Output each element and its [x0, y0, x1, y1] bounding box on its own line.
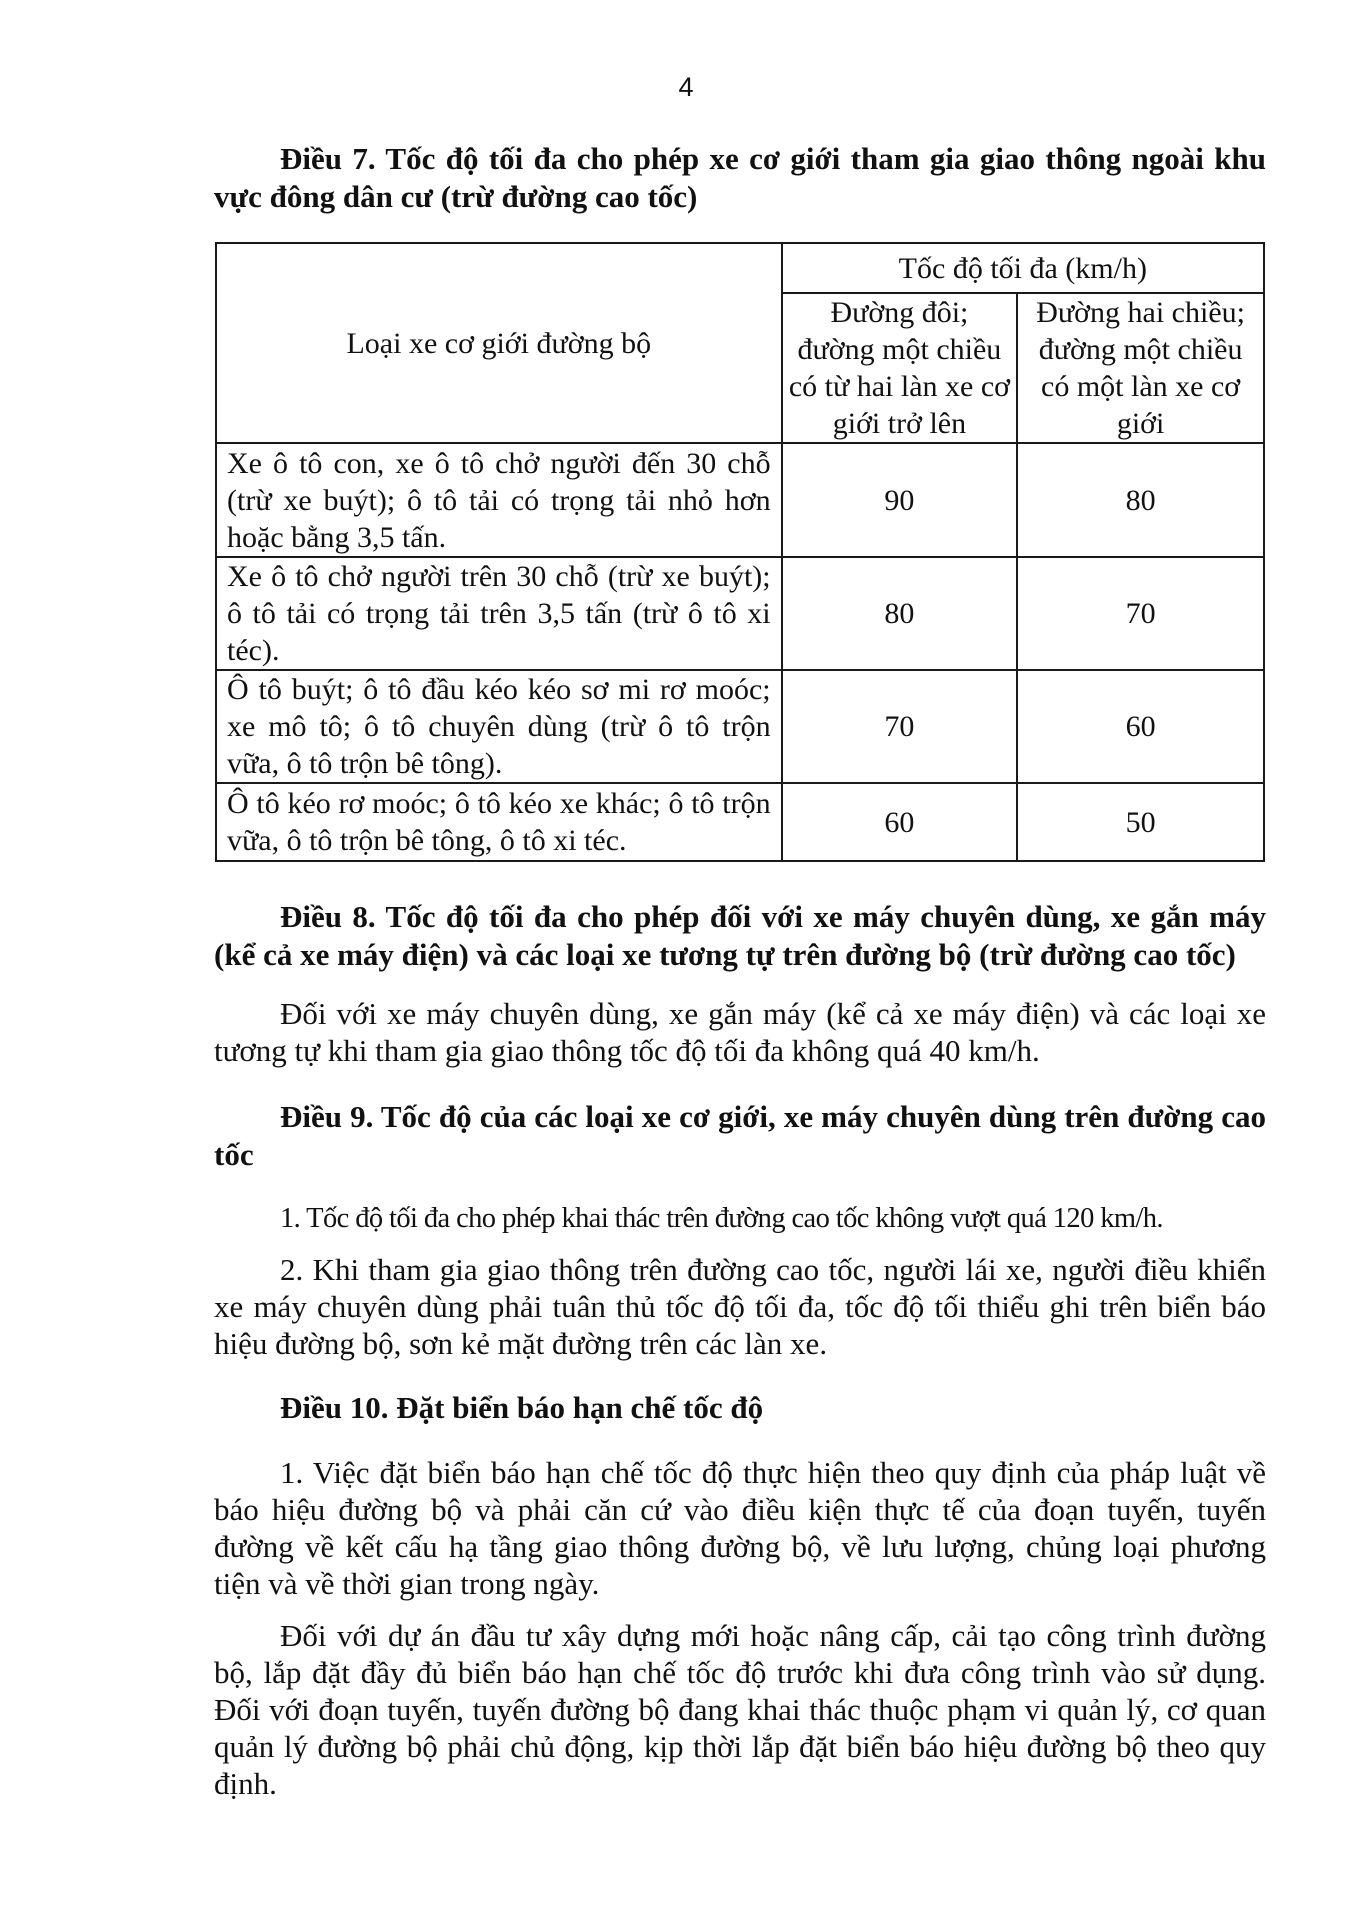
speed-two-way-cell: 70 — [1017, 557, 1264, 670]
article-10-clause-1: 1. Việc đặt biển báo hạn chế tốc độ thực hiện theo quy định của pháp luật về báo hiệu đường bộ và phải căn cứ vào điều kiện thực tế của đoạn tuyến, tuyến đường về kết cấu hạ tầng giao thông đường bộ, về lưu lượng, chủng loại phương tiện và về thời gian trong ngày. — [214, 1455, 1266, 1601]
table-header-row — [216, 243, 1264, 293]
article-7-heading: Điều 7. Tốc độ tối đa cho phép xe cơ giới tham gia giao thông ngoài khu vực đông dân cư (trừ đường cao tốc) — [214, 141, 1266, 214]
speed-divided-cell: 80 — [782, 557, 1018, 670]
table-row — [216, 783, 1264, 861]
table-row — [216, 670, 1264, 783]
vehicle-cell: Xe ô tô chở người trên 30 chỗ (trừ xe buýt); ô tô tải có trọng tải trên 3,5 tấn (trừ ô tô xi téc). — [216, 557, 782, 670]
article-10-clause-1-paragraph-2: Đối với dự án đầu tư xây dựng mới hoặc nâng cấp, cải tạo công trình đường bộ, lắp đặt đầy đủ biển báo hạn chế tốc độ trước khi đưa công trình vào sử dụng. Đối với đoạn tuyến, tuyến đường bộ đang khai thác thuộc phạm vi quản lý, cơ quan quản lý đường bộ phải chủ động, kịp thời lắp đặt biển báo hiệu đường bộ theo quy định. — [214, 1618, 1266, 1801]
table-row — [216, 557, 1264, 670]
article-8-heading: Điều 8. Tốc độ tối đa cho phép đối với xe máy chuyên dùng, xe gắn máy (kể cả xe máy điện) và các loại xe tương tự trên đường bộ (trừ đường cao tốc) — [214, 899, 1266, 972]
article-9-clause-2: 2. Khi tham gia giao thông trên đường cao tốc, người lái xe, người điều khiển xe máy chuyên dùng phải tuân thủ tốc độ tối đa, tốc độ tối thiểu ghi trên biển báo hiệu đường bộ, sơn kẻ mặt đường trên các làn xe. — [214, 1252, 1266, 1361]
speed-divided-cell: 90 — [782, 443, 1018, 557]
speed-two-way-cell: 80 — [1017, 443, 1264, 557]
speed-divided-cell: 60 — [782, 783, 1018, 861]
max-speed-header: Tốc độ tối đa (km/h) — [782, 243, 1264, 293]
table-row — [216, 443, 1264, 557]
speed-divided-cell: 70 — [782, 670, 1018, 783]
vehicle-cell: Ô tô buýt; ô tô đầu kéo kéo sơ mi rơ moóc; xe mô tô; ô tô chuyên dùng (trừ ô tô trộn vữa, ô tô trộn bê tông). — [216, 670, 782, 783]
vehicle-cell: Xe ô tô con, xe ô tô chở người đến 30 chỗ (trừ xe buýt); ô tô tải có trọng tải nhỏ hơn hoặc bằng 3,5 tấn. — [216, 443, 782, 557]
two-way-road-header: Đường hai chiều; đường một chiều có một làn xe cơ giới — [1017, 293, 1264, 443]
vehicle-cell: Ô tô kéo rơ moóc; ô tô kéo xe khác; ô tô trộn vữa, ô tô trộn bê tông, ô tô xi téc. — [216, 783, 782, 861]
speed-two-way-cell: 50 — [1017, 783, 1264, 861]
speed-limit-table — [215, 242, 1265, 862]
vehicle-type-header: Loại xe cơ giới đường bộ — [216, 243, 782, 443]
speed-two-way-cell: 60 — [1017, 670, 1264, 783]
article-9-heading: Điều 9. Tốc độ của các loại xe cơ giới, xe máy chuyên dùng trên đường cao tốc — [214, 1099, 1266, 1172]
divided-road-header: Đường đôi; đường một chiều có từ hai làn xe cơ giới trở lên — [782, 293, 1018, 443]
article-10-heading: Điều 10. Đặt biển báo hạn chế tốc độ — [280, 1390, 764, 1425]
page-number: 4 — [678, 72, 694, 102]
article-8-body: Đối với xe máy chuyên dùng, xe gắn máy (kể cả xe máy điện) và các loại xe tương tự khi tham gia giao thông tốc độ tối đa không quá 40 km/h. — [214, 996, 1266, 1068]
article-9-clause-1: 1. Tốc độ tối đa cho phép khai thác trên đường cao tốc không vượt quá 120 km/h. — [280, 1203, 1163, 1234]
